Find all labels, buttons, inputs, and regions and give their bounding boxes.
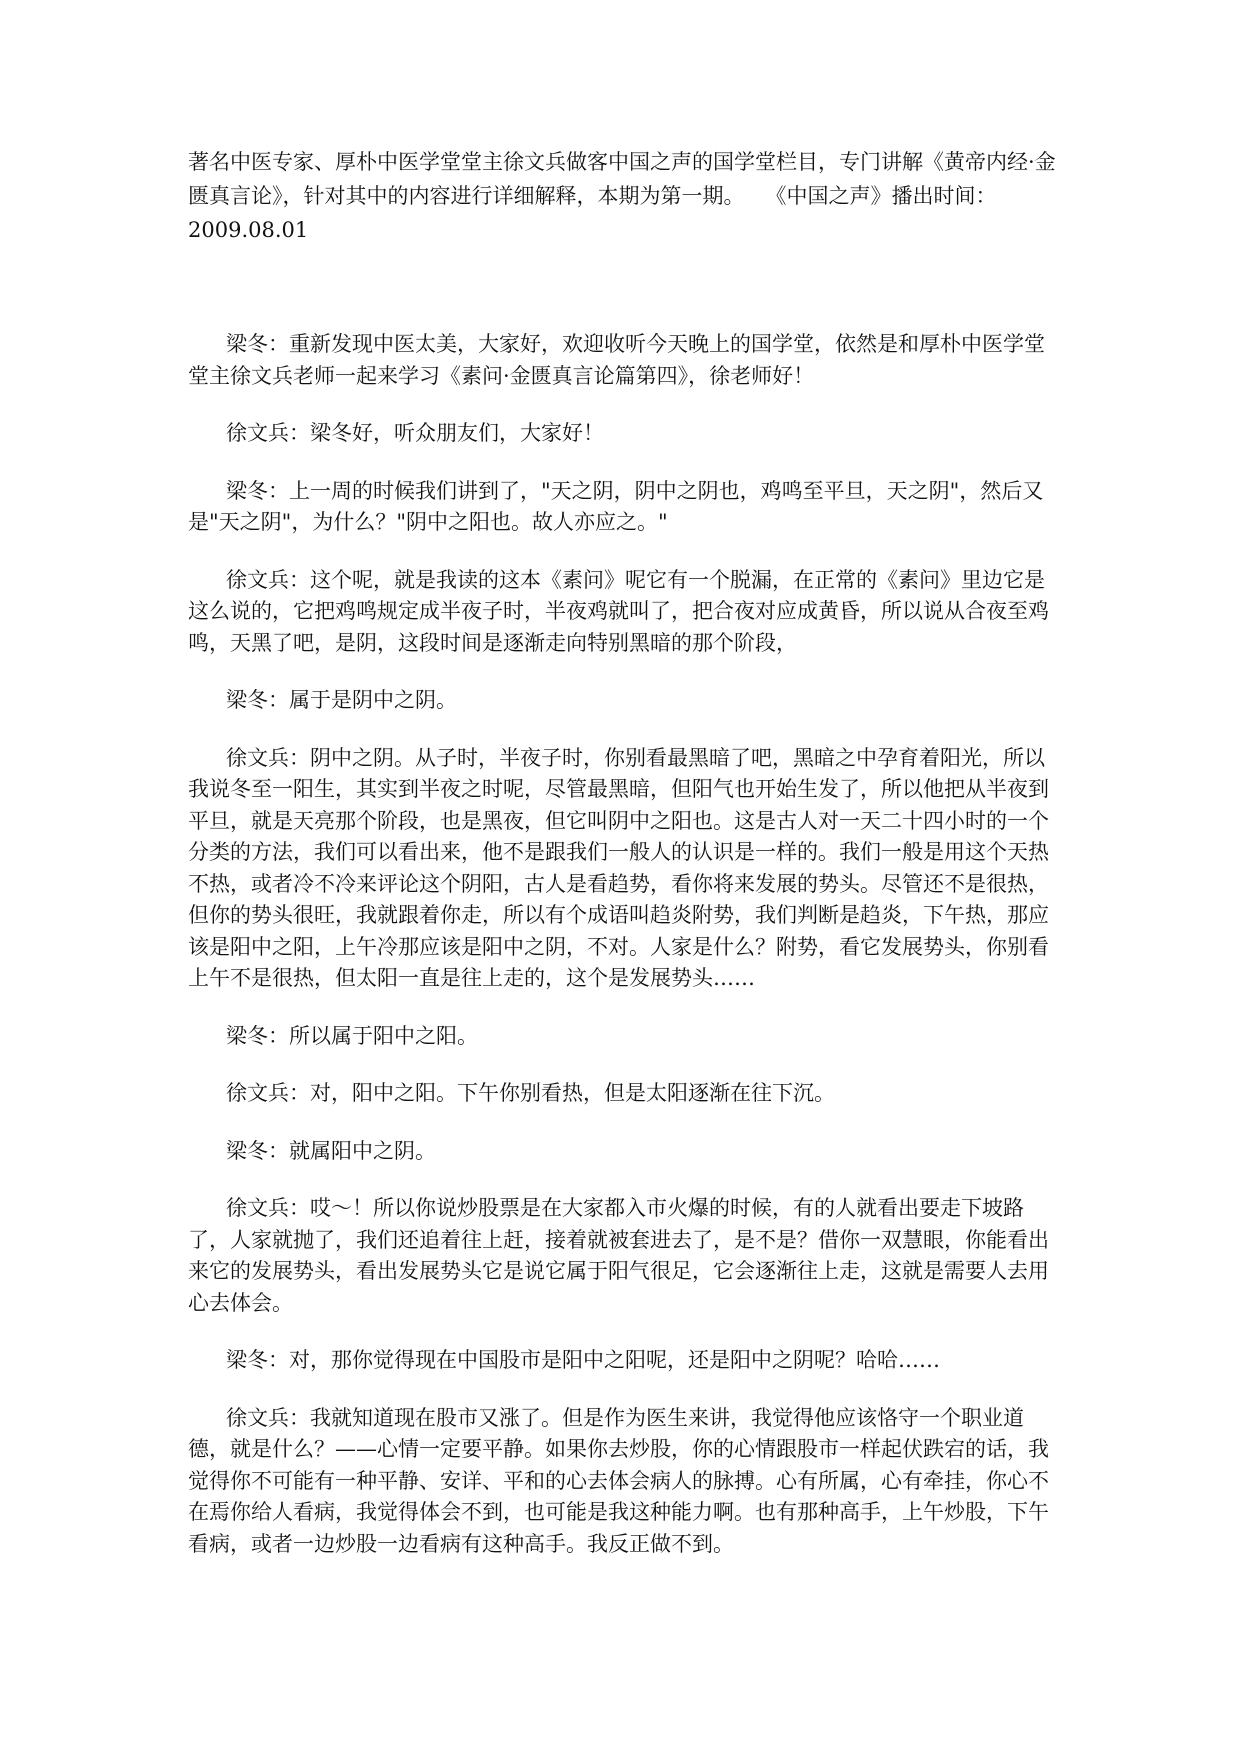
dialogue-text: 上一周的时候我们讲到了，"天之阴，阴中之阴也，鸡鸣至平旦，天之阴"，然后又是"天之阴"，为什么？"阴中之阳也。故人亦应之。" [188, 478, 1044, 534]
speaker-label: 梁冬： [226, 688, 289, 712]
dialogue-text: 重新发现中医太美，大家好，欢迎收听今天晚上的国学堂，依然是和厚朴中医学堂堂主徐文兵老师一起来学习《素问·金匮真言论篇第四》，徐老师好！ [188, 332, 1045, 388]
speaker-label: 梁冬： [226, 332, 289, 356]
dialogue-paragraph [188, 1078, 1058, 1110]
dialogue-text: 属于是阴中之阴。 [289, 688, 457, 712]
dialogue-text: 就属阳中之阴。 [289, 1138, 436, 1163]
dialogue-paragraph [188, 743, 1058, 995]
dialogue-paragraph [188, 565, 1058, 660]
dialogue-text: 阴中之阴。从子时，半夜子时，你别看最黑暗了吧，黑暗之中孕育着阳光，所以我说冬至一阳生，其实到半夜之时呢，尽管最黑暗，但阳气也开始生发了，所以他把从半夜到平旦，就是天亮那个阶段，也是黑夜，但它叫阴中之阳也。这是古人对一天二十四小时的一个分类的方法，我们可以看出来，他不是跟我们一般人的认识是一样的。我们一般是用这个天热不热，或者冷不冷来评论这个阴阳，古人是看趋势，看你将来发展的势头。尽管还不是很热，但你的势头很旺，我就跟着你走，所以有个成语叫趋炎附势，我们判断是趋炎，下午热，那应该是阳中之阳，上午冷那应该是阳中之阴，不对。人家是什么？附势，看它发展势头，你别看上午不是很热，但太阳一直是往上走的，这个是发展势头…… [188, 745, 1049, 990]
dialogue-text: 哎～！所以你说炒股票是在大家都入市火爆的时候，有的人就看出要走下坡路了，人家就抛了，我们还追着往上赶，接着就被套进去了，是不是？借你一双慧眼，你能看出来它的发展势头，看出发展势头它是说它属于阳气很足，它会逐渐往上走，这就是需要人去用心去体会。 [188, 1196, 1049, 1315]
dialogue-text: 梁冬好，听众朋友们，大家好！ [310, 421, 604, 445]
speaker-label: 徐文兵： [226, 745, 310, 770]
dialogue-paragraph [188, 685, 1058, 717]
dialogue-text: 对，那你觉得现在中国股市是阳中之阳呢，还是阳中之阴呢？哈哈…… [289, 1348, 940, 1372]
dialogue-paragraph [188, 1403, 1058, 1561]
speaker-label: 梁冬： [226, 1138, 289, 1163]
dialogue-paragraph [188, 1193, 1058, 1319]
dialogue-paragraph [188, 1021, 1058, 1053]
speaker-label: 徐文兵： [226, 567, 310, 592]
dialogue-text: 我就知道现在股市又涨了。但是作为医生来讲，我觉得他应该恪守一个职业道德，就是什么？——心情一定要平静。如果你去炒股，你的心情跟股市一样起伏跌宕的话，我觉得你不可能有一种平静、安详、平和的心去体会病人的脉搏。心有所属，心有牵挂，你心不在焉你给人看病，我觉得体会不到，也可能是我这种能力啊。也有那种高手，上午炒股，下午看病，或者一边炒股一边看病有这种高手。我反正做不到。 [188, 1405, 1049, 1556]
speaker-label: 梁冬： [226, 1023, 289, 1048]
dialogue-paragraph [188, 418, 1058, 450]
speaker-label: 徐文兵： [226, 1405, 310, 1430]
dialogue-text: 所以属于阳中之阳。 [289, 1023, 478, 1048]
intro-paragraph: 著名中医专家、厚朴中医学堂堂主徐文兵做客中国之声的国学堂栏目，专门讲解《黄帝内经·金匮真言论》，针对其中的内容进行详细解释，本期为第一期。 《中国之声》播出时间：2009.08.01 [188, 150, 1056, 242]
speaker-label: 梁冬： [226, 1348, 289, 1372]
speaker-label: 徐文兵： [226, 1081, 310, 1105]
document-page [188, 145, 1058, 1586]
speaker-label: 徐文兵： [226, 421, 310, 445]
speaker-label: 徐文兵： [226, 1196, 310, 1220]
dialogue-text: 这个呢，就是我读的这本《素问》呢它有一个脱漏，在正常的《素问》里边它是这么说的，它把鸡鸣规定成半夜子时，半夜鸡就叫了，把合夜对应成黄昏，所以说从合夜至鸡鸣，天黑了吧，是阴，这段时间是逐渐走向特别黑暗的那个阶段， [188, 567, 1049, 655]
speaker-label: 梁冬： [226, 478, 289, 503]
dialogue-paragraph [188, 329, 1058, 392]
dialogue-text: 对，阳中之阳。下午你别看热，但是太阳逐渐在往下沉。 [310, 1081, 835, 1105]
dialogue-paragraph [188, 476, 1058, 539]
dialogue-paragraph [188, 1345, 1058, 1377]
dialogue-paragraph [188, 1136, 1058, 1168]
